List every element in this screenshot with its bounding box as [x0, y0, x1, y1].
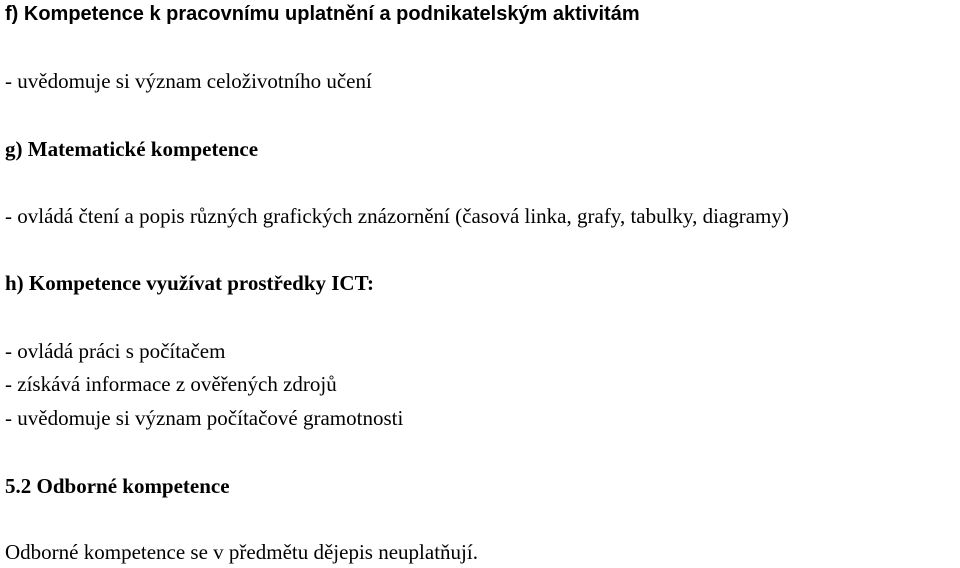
section-g-heading: g) Matematické kompetence	[5, 137, 259, 161]
section-h-heading: h) Kompetence využívat prostředky ICT:	[5, 271, 375, 295]
section-h-item-2: - získává informace z ověřených zdrojů	[5, 372, 337, 396]
section-f-heading: f) Kompetence k pracovnímu uplatnění a podnikatelským aktivitám	[5, 3, 640, 25]
section-h-item-1: - ovládá práci s počítačem	[5, 339, 226, 363]
section-5-2-text: Odborné kompetence se v předmětu dějepis neuplatňují.	[5, 540, 478, 564]
section-g-item-1: - ovládá čtení a popis různých grafických znázornění (časová linka, grafy, tabulky, diagramy)	[5, 204, 789, 228]
section-h-item-3: - uvědomuje si význam počítačové gramotnosti	[5, 406, 404, 430]
section-5-2-heading: 5.2 Odborné kompetence	[5, 474, 230, 498]
section-f-item-1: - uvědomuje si význam celoživotního učení	[5, 69, 372, 93]
